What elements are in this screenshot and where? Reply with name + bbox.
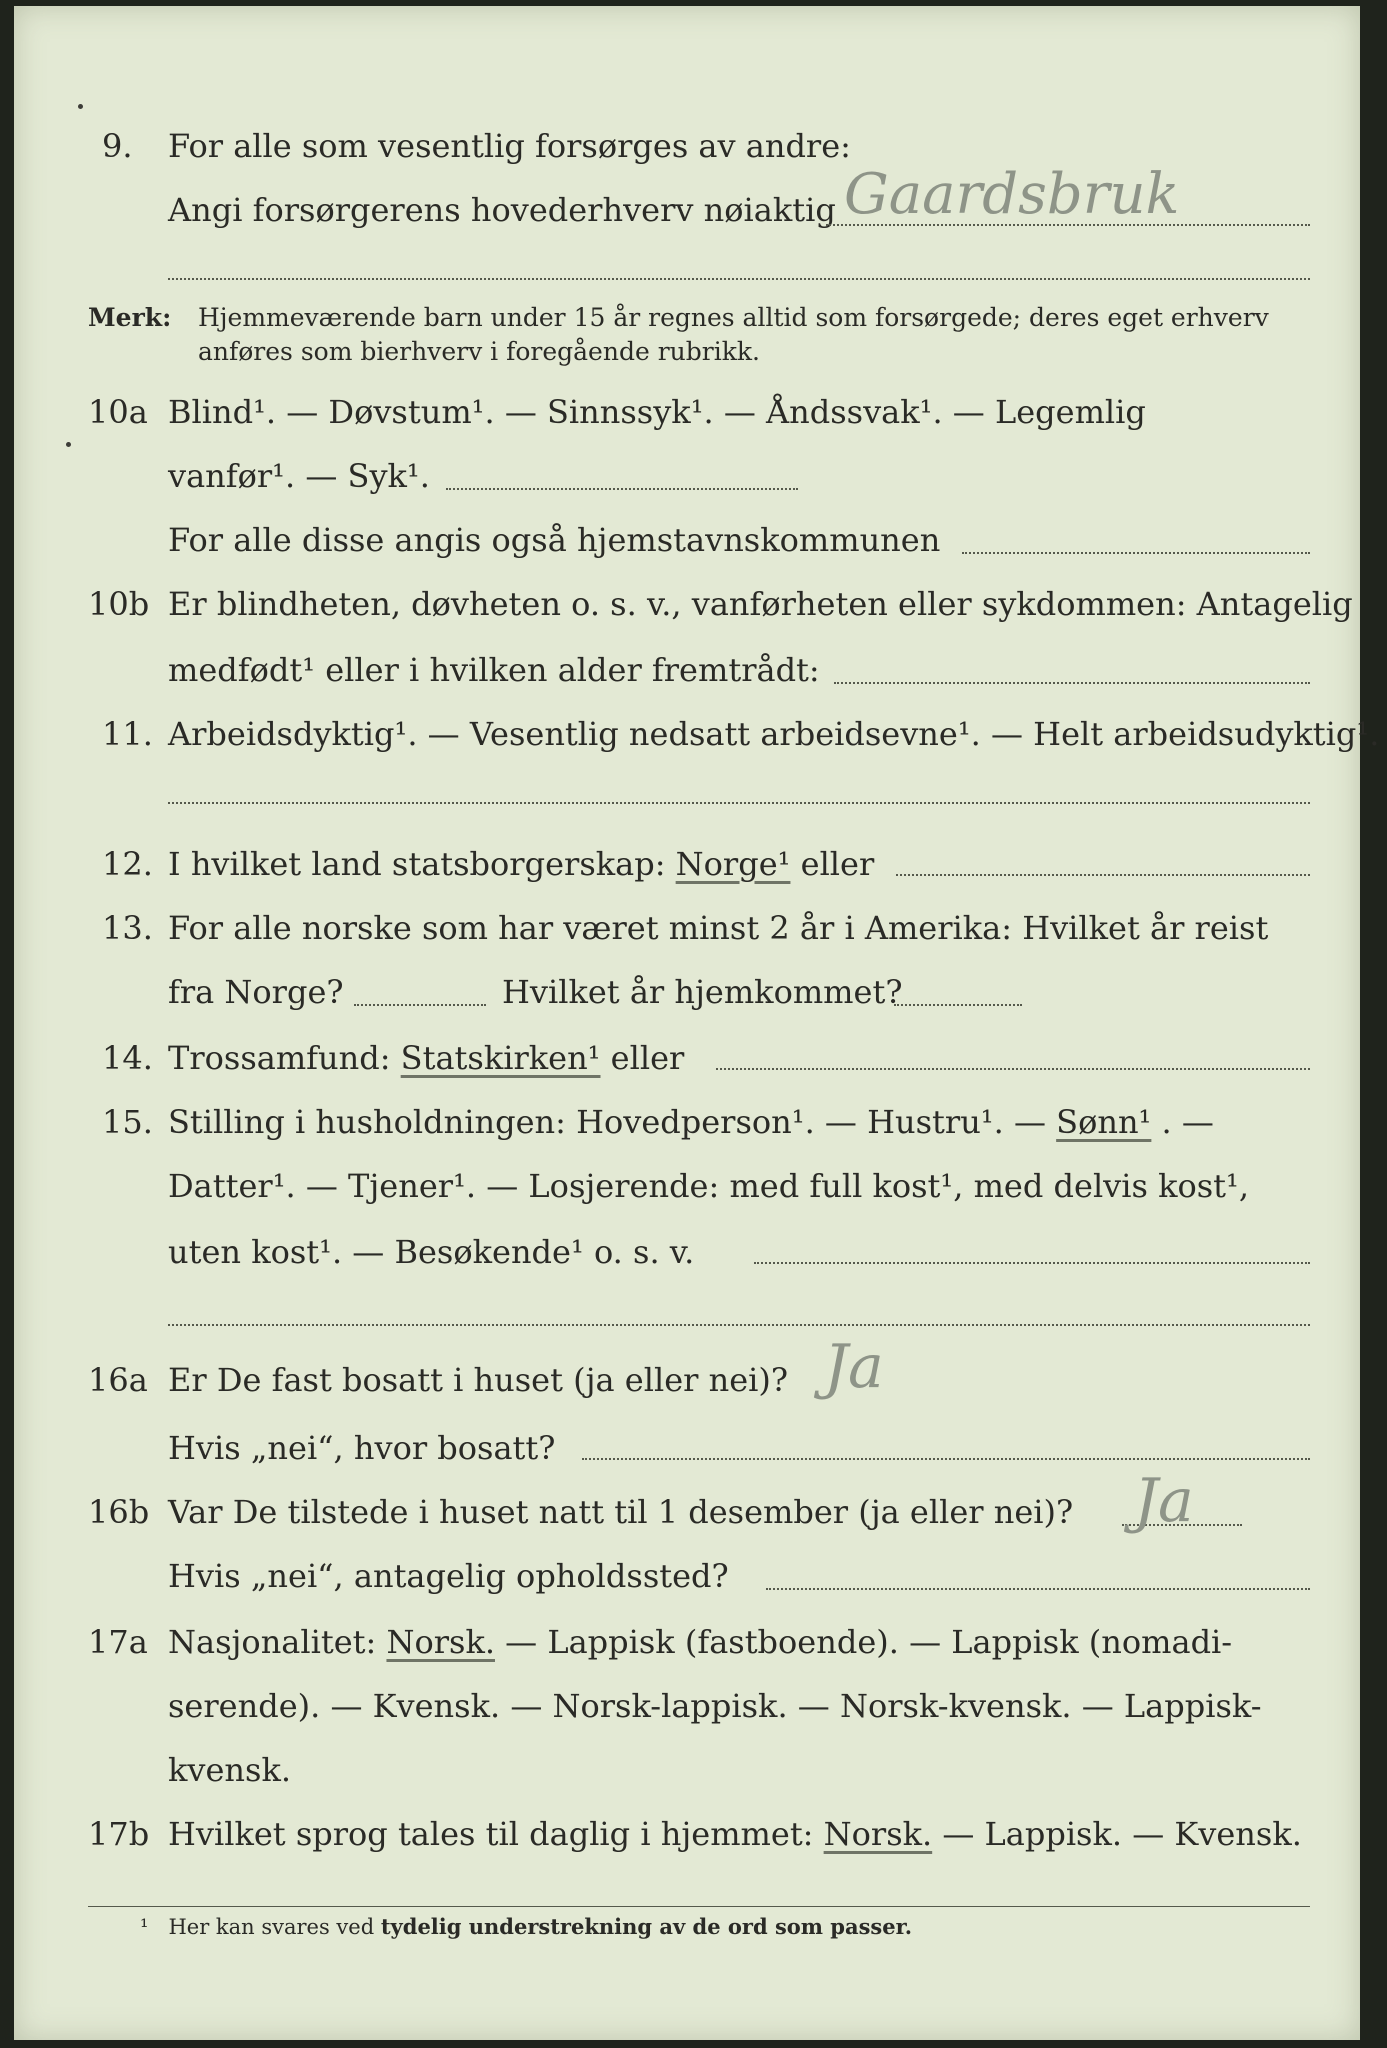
answer-line [716, 1068, 1310, 1070]
q14-rest: eller [610, 1039, 685, 1077]
q14-number: 14. [102, 1039, 153, 1077]
footnote [140, 1914, 912, 1939]
ink-spot [78, 104, 83, 109]
footnote-divider [88, 1906, 1310, 1907]
q16b-number: 16b [88, 1493, 150, 1531]
answer-line [896, 874, 1310, 876]
answer-line [834, 682, 1310, 684]
merk-line2: anføres som bierhverv i foregående rubrikk. [198, 337, 760, 366]
q12-number: 12. [102, 845, 153, 883]
q13-line1: For alle norske som har været minst 2 år i Amerika: Hvilket år reist [168, 909, 1269, 947]
q10b-number: 10b [88, 585, 150, 623]
q9-line1: For alle som vesentlig forsørges av andre: [168, 127, 851, 165]
q10b-line1: Er blindheten, døvheten o. s. v., vanførheten eller sykdommen: Antagelig [168, 585, 1353, 623]
q14-question: Trossamfund: [168, 1039, 391, 1077]
ink-spot [66, 442, 71, 447]
q16a-line2: Hvis „nei“, hvor bosatt? [168, 1429, 556, 1467]
q15-number: 15. [102, 1103, 153, 1141]
answer-line [168, 802, 1310, 804]
merk-label: Merk: [88, 303, 172, 332]
q17b-question: Hvilket sprog tales til daglig i hjemmet: [168, 1815, 814, 1853]
answer-line [754, 1262, 1310, 1264]
q15-line1-rest: . — [1161, 1103, 1214, 1141]
q17a-norsk-option: Norsk. [386, 1623, 495, 1661]
q17a-line1 [168, 1622, 1232, 1662]
q17b-rest: — Lappisk. — Kvensk. [942, 1815, 1302, 1853]
q15-line1-text: Stilling i husholdningen: Hovedperson¹. — Hustru¹. — [168, 1103, 1046, 1141]
q14-statskirken-option: Statskirken¹ [400, 1039, 601, 1077]
q16b-answer: Ja [1134, 1466, 1194, 1536]
q16a-number: 16a [88, 1361, 148, 1399]
answer-line [354, 1004, 486, 1006]
answer-line [894, 1004, 1022, 1006]
q11-line1: Arbeidsdyktig¹. — Vesentlig nedsatt arbeidsevne¹. — Helt arbeidsudyktig¹. [168, 715, 1380, 753]
answer-line [766, 1588, 1310, 1590]
q16a-answer: Ja [824, 1332, 884, 1402]
census-form-page [14, 6, 1380, 2040]
footnote-text-bold: tydelig understrekning av de ord som passer. [380, 1914, 913, 1939]
q15-line2: Datter¹. — Tjener¹. — Losjerende: med full kost¹, med delvis kost¹, [168, 1167, 1250, 1205]
q9-answer: Gaardsbruk [844, 162, 1180, 227]
answer-line [168, 1324, 1310, 1326]
q11-number: 11. [102, 715, 153, 753]
q15-line3: uten kost¹. — Besøkende¹ o. s. v. [168, 1233, 695, 1271]
merk-line1: Hjemmeværende barn under 15 år regnes alltid som forsørgede; deres eget erhverv [198, 303, 1269, 332]
q12-line1 [168, 844, 874, 884]
answer-line [168, 278, 1310, 280]
footnote-marker: ¹ [140, 1915, 149, 1939]
answer-line [582, 1458, 1310, 1460]
answer-line [446, 488, 798, 490]
q9-number: 9. [102, 127, 133, 165]
answer-line [962, 552, 1310, 554]
q10a-number: 10a [88, 393, 148, 431]
q10b-line2: medfødt¹ eller i hvilken alder fremtrådt: [168, 651, 820, 689]
q17b-number: 17b [88, 1815, 150, 1853]
q17a-line1-rest: — Lappisk (fastboende). — Lappisk (nomadi- [505, 1623, 1233, 1661]
q15-sonn-option: Sønn¹ [1056, 1103, 1152, 1141]
q9-line2: Angi forsørgerens hovederhverv nøiaktig [168, 191, 836, 229]
q12-rest: eller [800, 845, 875, 883]
q16b-line1: Var De tilstede i huset natt til 1 desember (ja eller nei)? [168, 1493, 1074, 1531]
q17a-question: Nasjonalitet: [168, 1623, 377, 1661]
q10a-line3: For alle disse angis også hjemstavnskommunen [168, 521, 941, 559]
q13-line2b: Hvilket år hjemkommet? [502, 973, 903, 1011]
footnote-text-plain: Her kan svares ved [168, 1915, 375, 1939]
q17a-line2: serende). — Kvensk. — Norsk-lappisk. — Norsk-kvensk. — Lappisk- [168, 1687, 1262, 1725]
q17a-number: 17a [88, 1623, 148, 1661]
q13-line2a: fra Norge? [168, 973, 344, 1011]
q16b-line2: Hvis „nei“, antagelig opholdssted? [168, 1557, 729, 1595]
q12-norge-option: Norge¹ [675, 845, 791, 883]
q12-question: I hvilket land statsborgerskap: [168, 845, 666, 883]
q15-line1 [168, 1102, 1214, 1142]
q17a-line3: kvensk. [168, 1751, 291, 1789]
q17b-line1 [168, 1814, 1302, 1854]
q10a-line1: Blind¹. — Døvstum¹. — Sinnssyk¹. — Åndssvak¹. — Legemlig [168, 393, 1146, 431]
q14-line1 [168, 1038, 684, 1078]
q13-number: 13. [102, 909, 153, 947]
q16a-line1: Er De fast bosatt i huset (ja eller nei)? [168, 1361, 789, 1399]
q17b-norsk-option: Norsk. [823, 1815, 933, 1853]
q10a-line2: vanfør¹. — Syk¹. [168, 457, 430, 495]
